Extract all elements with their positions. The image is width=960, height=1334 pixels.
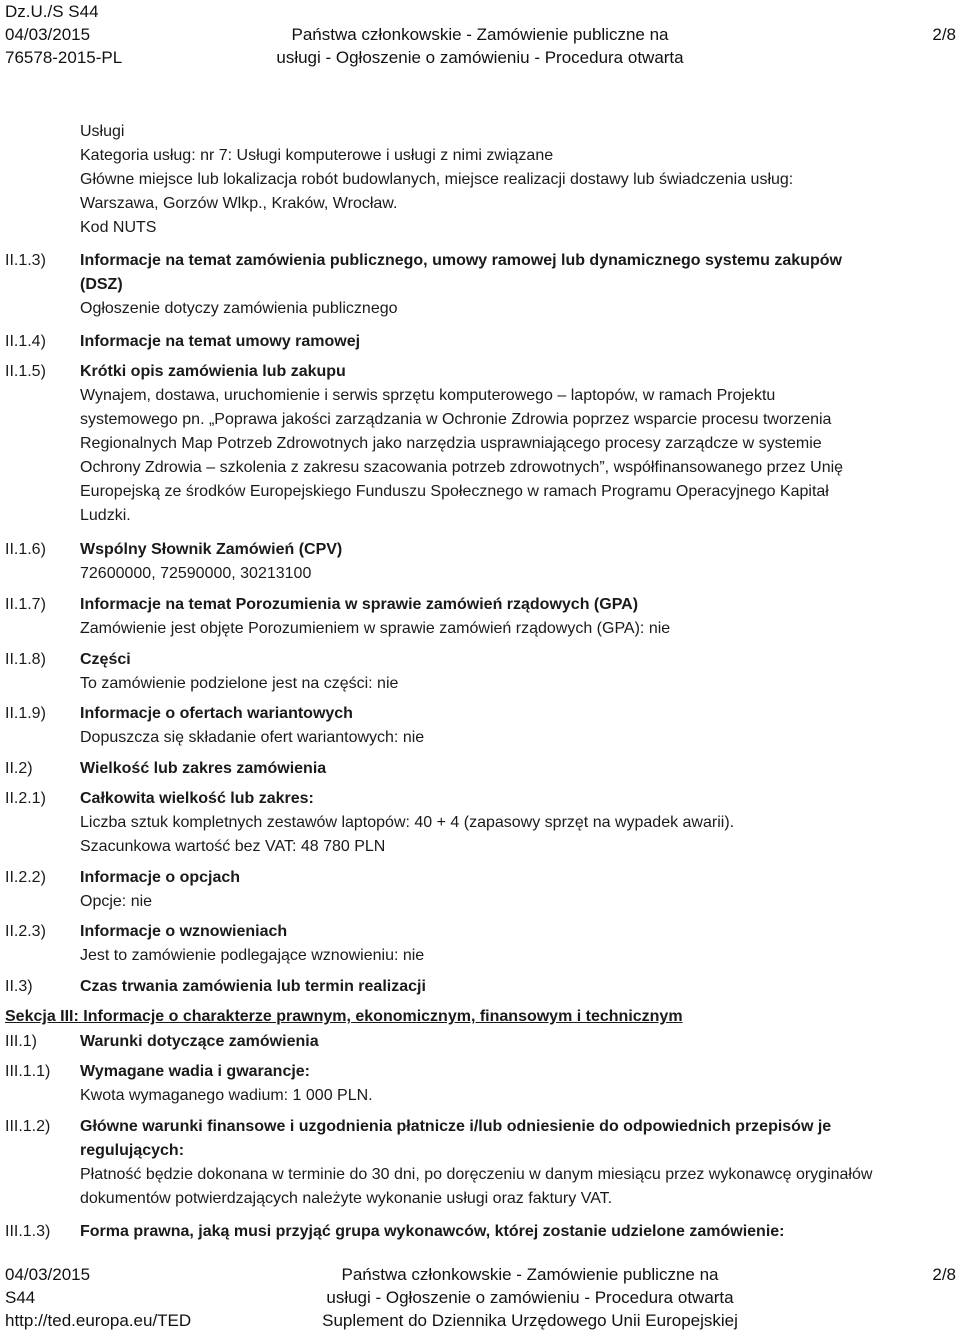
section-number: II.1.4) [5,333,46,350]
section-title: Informacje na temat Porozumienia w sprawie zamówień rządowych (GPA) [80,596,639,613]
section-text: Zamówienie jest objęte Porozumieniem w sprawie zamówień rządowych (GPA): nie [80,620,671,637]
section-number: III.1.2) [5,1118,51,1135]
section-title: Informacje na temat zamówienia publicznego, umowy ramowej lub dynamicznego systemu zakupów [80,252,842,269]
notice-number: 76578-2015-PL [5,48,123,67]
section-text: Płatność będzie dokonana w terminie do 30 dni, po doręczeniu w danym miesiącu przez wykonawcę oryginałów [80,1166,873,1183]
section-text: Ludzki. [80,507,131,524]
section-number: II.1.3) [5,252,46,269]
section-title: Informacje na temat umowy ramowej [80,333,361,350]
section-title: Części [80,651,131,668]
section-title: Czas trwania zamówienia lub termin realizacji [80,978,426,995]
footer-center [230,1263,830,1332]
footer-title-line1: Państwa członkowskie - Zamówienie publiczne na [341,1265,719,1284]
section-text: dokumentów potwierdzających należyte wykonanie usługi oraz faktury VAT. [80,1190,613,1207]
section-title: Całkowita wielkość lub zakres: [80,790,314,807]
section-number: III.1) [5,1033,38,1050]
section-title: Krótki opis zamówienia lub zakupu [80,363,346,380]
section-title: (DSZ) [80,276,123,293]
section-title: Informacje o ofertach wariantowych [80,705,353,722]
section-number: II.1.7) [5,596,46,613]
section-text: Regionalnych Map Potrzeb Zdrowotnych jako narzędzia usprawniającego procesy zarządcze w systemie [80,435,822,452]
section-text: Dopuszcza się składanie ofert wariantowych: nie [80,729,425,746]
section-text: Wynajem, dostawa, uruchomienie i serwis sprzętu komputerowego – laptopów, w ramach Projektu [80,387,776,404]
section-title: Główne warunki finansowe i uzgodnienia płatnicze i/lub odniesienie do odpowiednich przepisów je [80,1118,832,1135]
section-title: regulujących: [80,1142,185,1159]
intro-line: Warszawa, Gorzów Wlkp., Kraków, Wrocław. [80,195,398,212]
section-number: II.2.2) [5,869,46,886]
section-text: systemowego pn. „Poprawa jakości zarządzania w Ochronie Zdrowia poprzez wsparcie procesu tworzenia [80,411,832,428]
section-text: Liczba sztuk kompletnych zestawów laptopów: 40 + 4 (zapasowy sprzęt na wypadek awarii). [80,814,735,831]
header-title-line2: usługi - Ogłoszenie o zamówieniu - Procedura otwarta [276,48,684,67]
deposit-amount: Kwota wymaganego wadium: 1 000 PLN. [80,1087,373,1104]
section-number: III.1.1) [5,1063,51,1080]
page-header [0,0,960,70]
intro-line: Usługi [80,123,125,140]
section-number: II.2.3) [5,923,46,940]
footer-page-number: 2/8 [932,1265,956,1284]
section-title: Informacje o opcjach [80,869,241,886]
section-number: II.1.9) [5,705,46,722]
section-title: Wielkość lub zakres zamówienia [80,760,327,777]
section-title: Warunki dotyczące zamówienia [80,1033,319,1050]
section-title: Wspólny Słownik Zamówień (CPV) [80,541,343,558]
intro-line: Kod NUTS [80,219,157,236]
section-text: To zamówienie podzielone jest na części: nie [80,675,399,692]
section-text: Jest to zamówienie podlegające wznowieniu: nie [80,947,425,964]
section-title: Wymagane wadia i gwarancje: [80,1063,311,1080]
footer-supplement: Suplement do Dziennika Urzędowego Unii Europejskiej [322,1311,738,1330]
section-number: II.1.8) [5,651,46,668]
journal-reference: Dz.U./S S44 [5,2,99,21]
intro-line: Kategoria usług: nr 7: Usługi komputerowe i usługi z nimi związane [80,147,554,164]
section-number: II.3) [5,978,33,995]
footer-series: S44 [5,1288,36,1307]
section-number: II.1.6) [5,541,46,558]
section-number: II.2.1) [5,790,46,807]
section-text: Ochrony Zdrowia – szkolenia z zakresu szacowania potrzeb zdrowotnych”, współfinansowanego przez Unię [80,459,844,476]
section-number: III.1.3) [5,1223,51,1240]
header-title-line1: Państwa członkowskie - Zamówienie publiczne na [291,25,669,44]
header-page-number: 2/8 [932,25,956,44]
footer-left [5,1263,191,1332]
cpv-codes: 72600000, 72590000, 30213100 [80,565,312,582]
footer-url: http://ted.europa.eu/TED [5,1311,192,1330]
header-center [0,0,960,69]
section-title: Informacje o wznowieniach [80,923,288,940]
header-date: 04/03/2015 [5,25,91,44]
page-footer [0,1263,960,1333]
footer-date: 04/03/2015 [5,1265,91,1284]
section-number: II.2) [5,760,33,777]
section-title: Forma prawna, jaką musi przyjąć grupa wykonawców, której zostanie udzielone zamówienie: [80,1223,785,1240]
section-number: II.1.5) [5,363,46,380]
footer-title-line2: usługi - Ogłoszenie o zamówieniu - Procedura otwarta [326,1288,734,1307]
section-text: Opcje: nie [80,893,153,910]
section-iii-heading: Sekcja III: Informacje o charakterze prawnym, ekonomicznym, finansowym i technicznym [5,1008,683,1025]
section-text: Europejską ze środków Europejskiego Funduszu Społecznego w ramach Programu Operacyjnego Kapitał [80,483,829,500]
estimated-value: Szacunkowa wartość bez VAT: 48 780 PLN [80,838,386,855]
intro-line: Główne miejsce lub lokalizacja robót budowlanych, miejsce realizacji dostawy lub świadczenia usług: [80,171,794,188]
footer-date-series [5,1263,191,1309]
section-text: Ogłoszenie dotyczy zamówienia publicznego [80,300,398,317]
